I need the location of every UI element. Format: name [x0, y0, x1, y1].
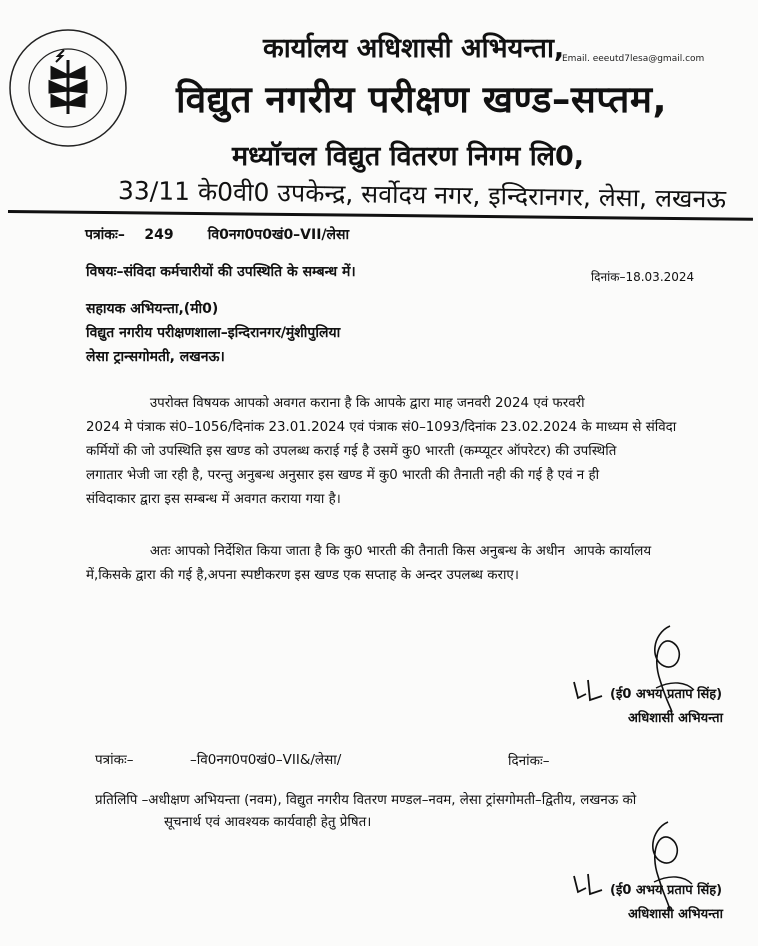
- copy-date-label: दिनांकः–: [508, 753, 550, 769]
- paragraph-line: उपरोक्त विषयक आपको अवगत कराना है कि आपके द्वारा माह जनवरी 2024 एवं फरवरी: [86, 396, 585, 411]
- signatory-name: (ई0 अभय प्रताप सिंह): [610, 687, 723, 702]
- addressee-line: विद्युत नगरीय परीक्षणशाला–इन्दिरानगर/मुंशीपुलिया: [86, 325, 341, 341]
- paragraph-line: अतः आपको निर्देशित किया जाता है कि कु0 भारती की तैनाती किस अनुबन्ध के अधीन आपके कार्यालय: [86, 544, 652, 559]
- office-title: कार्यालय अधिशासी अभियन्ता,: [263, 33, 565, 64]
- handwritten-signature: [560, 620, 740, 720]
- corporation-name: मध्यॉचल विद्युत वितरण निगम लि0,: [232, 141, 585, 172]
- signatory-name: (ई0 अभय प्रताप सिंह): [610, 883, 723, 898]
- paragraph-line: संविदाकार द्वारा इस सम्बन्ध में अवगत कराया गया है।: [86, 492, 341, 507]
- copy-to-line: सूचनार्थ एवं आवश्यक कार्यवाही हेतु प्रेषित।: [164, 815, 372, 830]
- signatory-designation: अधिशासी अभियन्ता: [628, 907, 723, 922]
- letter-subject: विषयः–संविदा कर्मचारीयों की उपस्थिति के सम्बन्ध में।: [86, 264, 356, 280]
- division-name: विद्युत नगरीय परीक्षण खण्ड–सप्तम,: [176, 78, 668, 121]
- ref-code: वि0नग0प0खं0–VII/लेसा: [207, 227, 350, 243]
- letter-reference: [85, 225, 349, 244]
- office-address: 33/11 के0वी0 उपकेन्द्र, सर्वोदय नगर, इन्दिरानगर, लेसा, लखनऊ: [117, 176, 727, 214]
- paragraph-line: में,किसके द्वारा की गई है,अपना स्पष्टीकरण इस खण्ड एक सप्ताह के अन्दर उपलब्ध कराए।: [86, 568, 519, 583]
- body-paragraph: [86, 540, 742, 588]
- signature-block: [560, 620, 740, 750]
- addressee-line: सहायक अभियन्ता,(मी0): [86, 301, 219, 317]
- handwritten-signature: [560, 818, 740, 918]
- paragraph-line: लगातार भेजी जा रही है, परन्तु अनुबन्ध अनुसार इस खण्ड में कु0 भारती की तैनाती नही की गई है एवं न ही: [86, 468, 600, 483]
- email-address: Email. eeeutd7lesa@gmail.com: [562, 54, 705, 64]
- signatory-designation: अधिशासी अभियन्ता: [628, 711, 723, 726]
- ref-label: पत्रांकः–: [85, 227, 125, 243]
- signature-block: [560, 818, 740, 946]
- paragraph-line: कर्मियों की जो उपस्थिति इस खण्ड को उपलब्ध कराई गई है उसमें कु0 भारती (कम्प्यूटर ऑपरेटर) की उपस्थिति: [86, 444, 617, 459]
- organization-seal: [6, 26, 130, 150]
- copy-ref-label: पत्रांकः–: [95, 752, 134, 768]
- letter-date: दिनांक–18.03.2024: [591, 270, 695, 284]
- ref-number: 249: [144, 227, 174, 243]
- copy-to-line: प्रतिलिपि –अधीक्षण अभियन्ता (नवम), विद्युत नगरीय वितरण मण्डल–नवम, लेसा ट्रांसगोमती–द्वितीय, लखनऊ को: [95, 793, 637, 808]
- copy-ref-code: –वि0नग0प0खं0–VII&/लेसा/: [190, 752, 342, 768]
- body-paragraph: [86, 392, 742, 512]
- addressee-line: लेसा ट्रान्सगोमती, लखनऊ।: [86, 349, 225, 365]
- paragraph-line: 2024 मे पंत्राक सं0–1056/दिनांक 23.01.2024 एवं पंत्राक सं0–1093/दिनांक 23.02.2024 के माध्यम से संविदा: [86, 420, 677, 435]
